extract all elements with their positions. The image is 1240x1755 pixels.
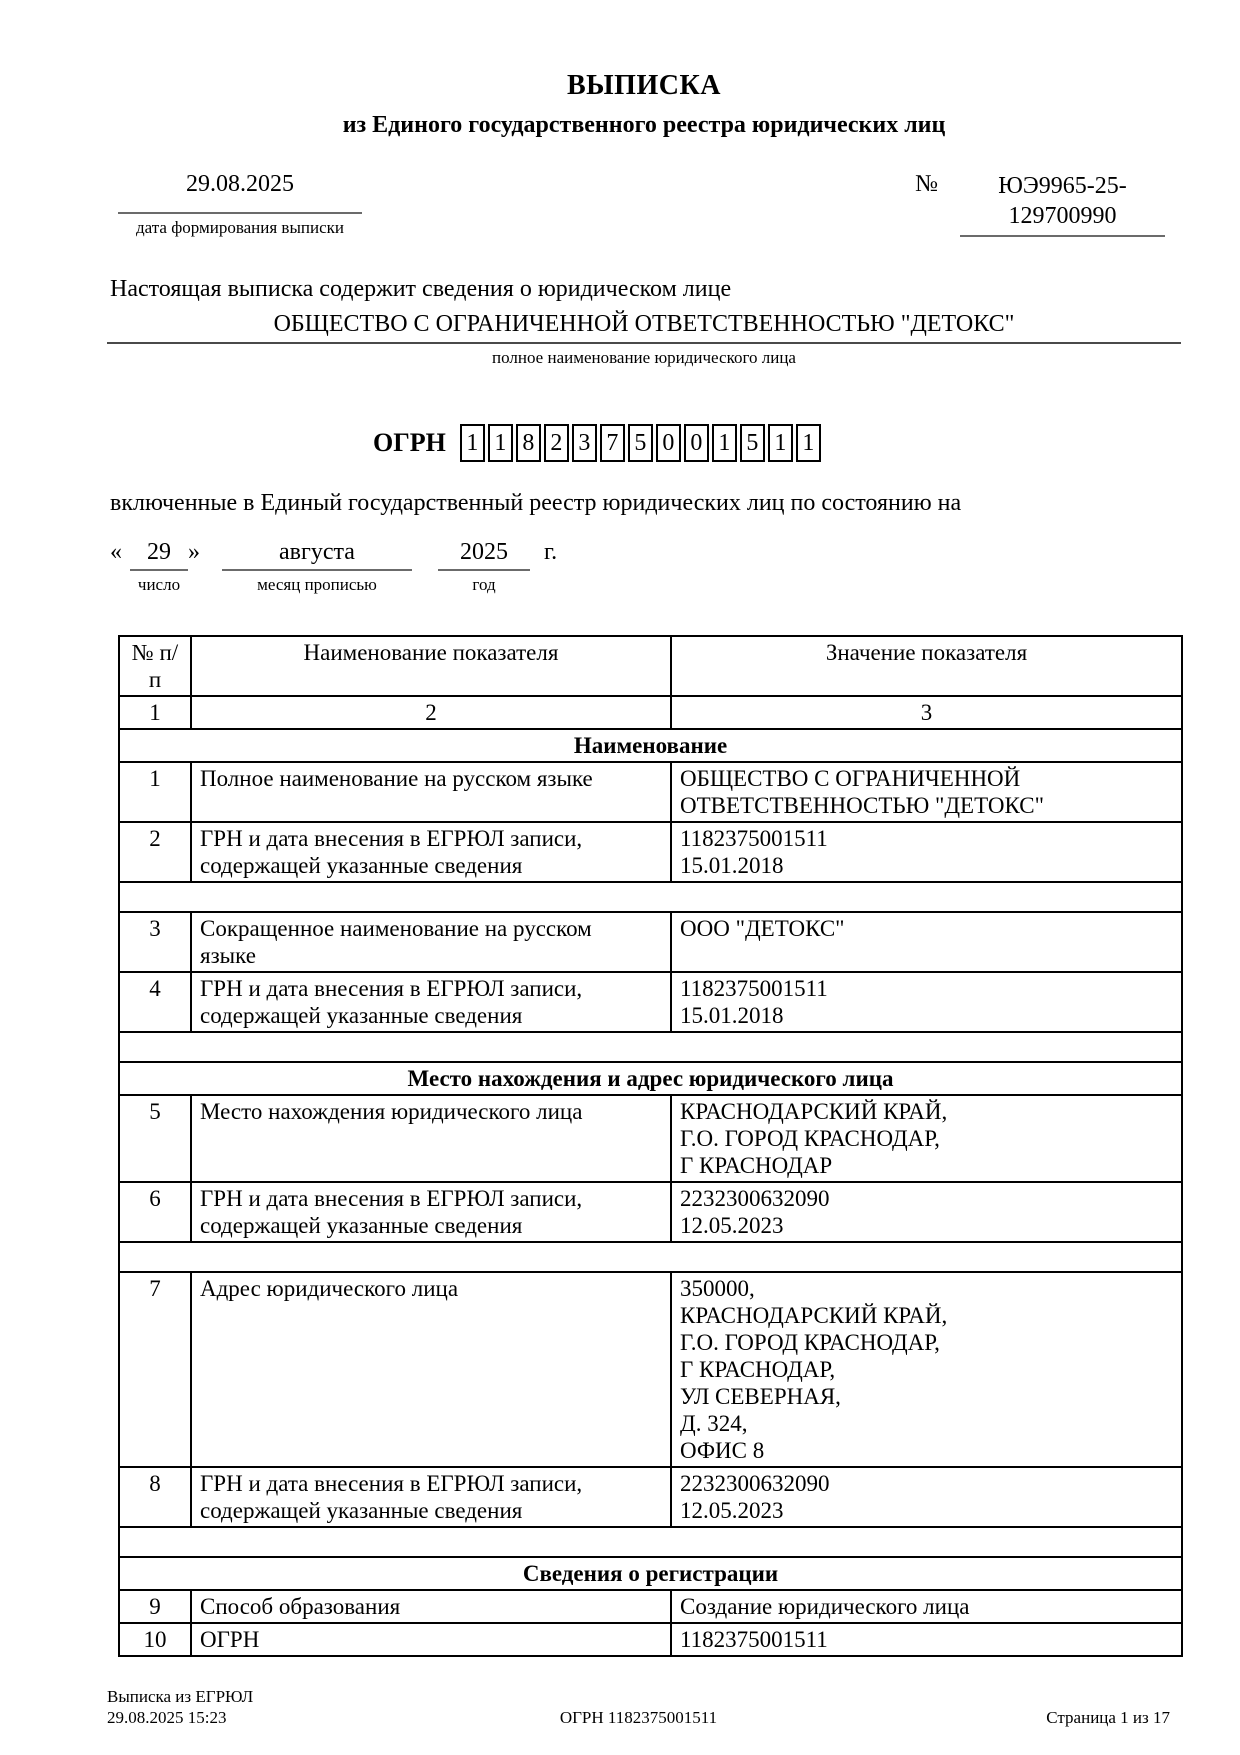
asof-year-caption: год (472, 575, 496, 594)
number-sign: № (915, 171, 938, 197)
indicator-name: Место нахождения юридического лица (191, 1095, 671, 1182)
indicator-value: 1182375001511 15.01.2018 (671, 972, 1182, 1032)
column-number-3: 3 (671, 696, 1182, 729)
column-number-1: 1 (119, 696, 191, 729)
company-name-caption: полное наименование юридического лица (492, 348, 796, 367)
indicator-value: 350000, КРАСНОДАРСКИЙ КРАЙ, Г.О. ГОРОД КРАСНОДАР, Г КРАСНОДАР, УЛ СЕВЕРНАЯ, Д. 324, ОФИС 8 (671, 1272, 1182, 1467)
table-header-row (119, 636, 1182, 696)
open-quote: « (110, 539, 122, 565)
spacer-row (119, 1032, 1182, 1062)
ogrn-digit-boxes (460, 424, 821, 462)
footer-doc-type: Выписка из ЕГРЮЛ (107, 1687, 254, 1706)
column-number-2: 2 (191, 696, 671, 729)
indicator-name: ГРН и дата внесения в ЕГРЮЛ записи, содержащей указанные сведения (191, 1467, 671, 1527)
ogrn-digit-cell: 1 (796, 424, 821, 462)
indicator-value: 2232300632090 12.05.2023 (671, 1467, 1182, 1527)
ogrn-digit-cell: 1 (768, 424, 793, 462)
indicator-name: ГРН и дата внесения в ЕГРЮЛ записи, содержащей указанные сведения (191, 822, 671, 882)
table-row (119, 1272, 1182, 1467)
table-row (119, 1182, 1182, 1242)
company-name: ОБЩЕСТВО С ОГРАНИЧЕННОЙ ОТВЕТСТВЕННОСТЬЮ "ДЕТОКС" (273, 311, 1015, 337)
footer-timestamp: 29.08.2025 15:23 (107, 1708, 227, 1727)
table-row (119, 972, 1182, 1032)
row-number: 2 (119, 822, 191, 882)
row-number: 4 (119, 972, 191, 1032)
ogrn-digit-cell: 1 (460, 424, 485, 462)
row-number: 3 (119, 912, 191, 972)
asof-month: августа (222, 537, 412, 571)
header-indicator-value: Значение показателя (671, 636, 1182, 696)
indicator-value: ООО "ДЕТОКС" (671, 912, 1182, 972)
row-number: 10 (119, 1623, 191, 1656)
indicator-value: 1182375001511 (671, 1623, 1182, 1656)
formation-date-caption: дата формирования выписки (136, 218, 344, 237)
document-number-block (915, 171, 1165, 237)
formation-date: 29.08.2025 (118, 171, 362, 214)
row-number: 5 (119, 1095, 191, 1182)
formation-date-block (118, 171, 362, 238)
indicator-name: Способ образования (191, 1590, 671, 1623)
page-footer (107, 1686, 1170, 1728)
indicator-name: ГРН и дата внесения в ЕГРЮЛ записи, содержащей указанные сведения (191, 1182, 671, 1242)
ogrn-digit-cell: 1 (712, 424, 737, 462)
section-header-row (119, 1557, 1182, 1590)
asof-month-block (222, 537, 412, 595)
asof-day-block (130, 537, 188, 595)
registry-table-body (119, 636, 1182, 1656)
row-number: 8 (119, 1467, 191, 1527)
asof-day-caption: число (137, 575, 181, 594)
section-header: Наименование (119, 729, 1182, 762)
section-header: Место нахождения и адрес юридического лица (119, 1062, 1182, 1095)
table-row (119, 1467, 1182, 1527)
asof-year: 2025 (438, 537, 530, 571)
ogrn-digit-cell: 5 (628, 424, 653, 462)
spacer-cell (119, 1527, 1182, 1557)
row-number: 9 (119, 1590, 191, 1623)
ogrn-digit-cell: 0 (684, 424, 709, 462)
indicator-value: 2232300632090 12.05.2023 (671, 1182, 1182, 1242)
asof-day: 29 (130, 537, 188, 571)
asof-year-suffix: г. (544, 539, 558, 565)
document-title: ВЫПИСКА (567, 70, 721, 101)
ogrn-digit-cell: 7 (600, 424, 625, 462)
indicator-name: ОГРН (191, 1623, 671, 1656)
row-number: 7 (119, 1272, 191, 1467)
header-indicator-name: Наименование показателя (191, 636, 671, 696)
document-number (960, 171, 1165, 237)
ogrn-digit-cell: 1 (488, 424, 513, 462)
ogrn-digit-cell: 5 (740, 424, 765, 462)
indicator-value: Создание юридического лица (671, 1590, 1182, 1623)
indicator-name: ГРН и дата внесения в ЕГРЮЛ записи, содержащей указанные сведения (191, 972, 671, 1032)
indicator-value: 1182375001511 15.01.2018 (671, 822, 1182, 882)
row-number: 1 (119, 762, 191, 822)
table-row (119, 1590, 1182, 1623)
spacer-cell (119, 1242, 1182, 1272)
spacer-row (119, 882, 1182, 912)
asof-date-row (110, 537, 1181, 595)
spacer-row (119, 1242, 1182, 1272)
spacer-cell (119, 1032, 1182, 1062)
header-num: № п/п (119, 636, 191, 696)
asof-month-caption: месяц прописью (257, 575, 377, 594)
footer-ogrn: ОГРН 1182375001511 (559, 1708, 718, 1727)
footer-page-number: Страница 1 из 17 (1046, 1708, 1170, 1727)
registry-table (118, 635, 1183, 1657)
included-line: включенные в Единый государственный реестр юридических лиц по состоянию на (110, 490, 962, 516)
spacer-cell (119, 882, 1182, 912)
document-subtitle: из Единого государственного реестра юридических лиц (342, 112, 946, 138)
column-number-row (119, 696, 1182, 729)
meta-row (107, 171, 1181, 238)
indicator-name: Полное наименование на русском языке (191, 762, 671, 822)
section-header: Сведения о регистрации (119, 1557, 1182, 1590)
asof-year-block (438, 537, 530, 595)
ogrn-label: ОГРН (373, 428, 446, 457)
indicator-name: Адрес юридического лица (191, 1272, 671, 1467)
table-row (119, 1623, 1182, 1656)
indicator-name: Сокращенное наименование на русском языке (191, 912, 671, 972)
table-row (119, 912, 1182, 972)
document-number-line2: 129700990 (1008, 203, 1117, 229)
ogrn-digit-cell: 0 (656, 424, 681, 462)
close-quote: » (188, 539, 200, 565)
table-row (119, 1095, 1182, 1182)
ogrn-digit-cell: 8 (516, 424, 541, 462)
row-number: 6 (119, 1182, 191, 1242)
indicator-value: ОБЩЕСТВО С ОГРАНИЧЕННОЙ ОТВЕТСТВЕННОСТЬЮ "ДЕТОКС" (671, 762, 1182, 822)
section-header-row (119, 729, 1182, 762)
spacer-row (119, 1527, 1182, 1557)
document-number-line1: ЮЭ9965-25- (998, 173, 1127, 199)
section-header-row (119, 1062, 1182, 1095)
ogrn-digit-cell: 2 (544, 424, 569, 462)
table-row (119, 822, 1182, 882)
intro-line: Настоящая выписка содержит сведения о юридическом лице (110, 276, 732, 302)
company-name-rule (107, 342, 1181, 344)
table-row (119, 762, 1182, 822)
indicator-value: КРАСНОДАРСКИЙ КРАЙ, Г.О. ГОРОД КРАСНОДАР, Г КРАСНОДАР (671, 1095, 1182, 1182)
ogrn-digit-cell: 3 (572, 424, 597, 462)
ogrn-row (373, 424, 1181, 462)
